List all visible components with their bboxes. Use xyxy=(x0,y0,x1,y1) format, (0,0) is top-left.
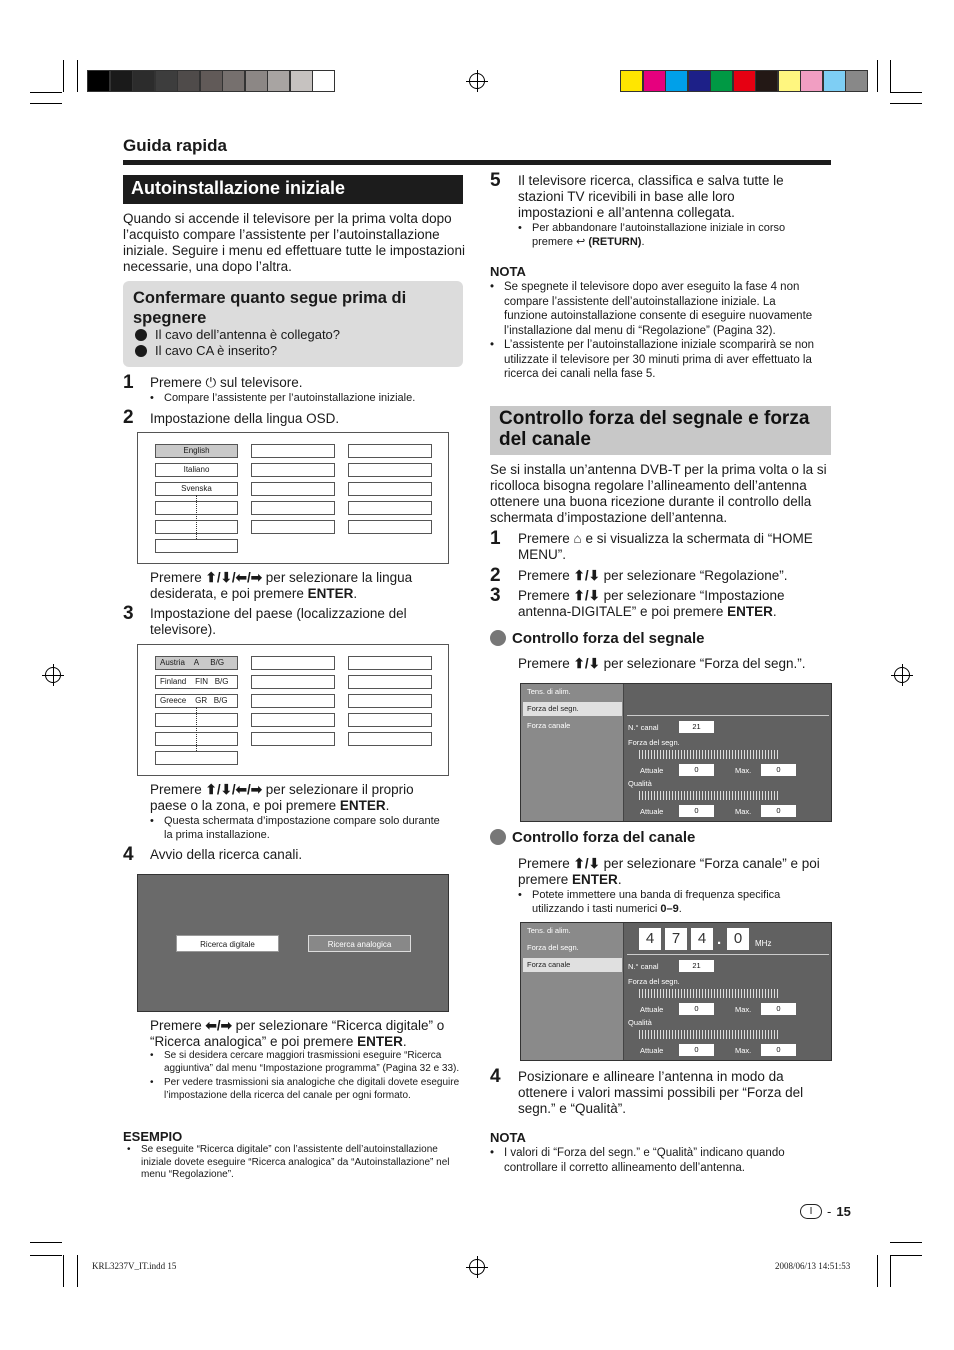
max-value: 0 xyxy=(761,805,796,817)
current-label: Attuale xyxy=(640,807,664,816)
section-header: Guida rapida xyxy=(123,136,227,155)
signal-bar xyxy=(639,989,779,998)
freq-unit: MHz xyxy=(755,938,772,948)
search-instruction: Premere ⬅/➡ per selezionare “Ricerca digitale” o “Ricerca analogica” e poi premere ENTER. xyxy=(150,1018,445,1049)
subsection-channel: Controllo forza del canale xyxy=(490,829,695,846)
signal-label: Forza del segn. xyxy=(628,738,680,747)
step-5-note: • Per abbandonare l’autoinstallazione iniziale in corso premere ↩ (RETURN). xyxy=(518,222,786,248)
intro-paragraph: Quando si accende il televisore per la prima volta dopo l’acquisto compare l’assistente per l’autoinstallazione iniziale. Seguire i menu ed effettuare tutte le impostazioni necessarie, una dopo l’altra. xyxy=(123,211,465,274)
language-option[interactable] xyxy=(251,463,335,477)
frequency-input[interactable] xyxy=(639,927,771,951)
digital-search-button[interactable]: Ricerca digitale xyxy=(176,935,279,952)
country-option[interactable] xyxy=(251,732,335,746)
freq-digit[interactable]: 4 xyxy=(691,928,713,950)
circle-bullet-icon xyxy=(490,829,506,845)
current-value: 0 xyxy=(679,805,714,817)
crop-mark xyxy=(890,1242,922,1243)
step-number: 3 xyxy=(490,585,501,606)
country-option[interactable] xyxy=(251,694,335,708)
return-icon: ↩ xyxy=(576,236,586,248)
crop-mark xyxy=(890,1255,891,1287)
nota-list xyxy=(490,280,820,382)
crop-mark xyxy=(63,1255,64,1287)
subsection-channel-instruction: Premere ⬆/⬇ per selezionare “Forza canale” e poi premere ENTER. xyxy=(518,856,820,887)
grey-swatch xyxy=(245,70,268,92)
power-icon: ⏻ xyxy=(205,375,217,390)
current-label: Attuale xyxy=(640,1005,664,1014)
language-option[interactable]: Svenska xyxy=(155,482,238,496)
language-screen xyxy=(137,432,449,564)
analog-search-button[interactable]: Ricerca analogica xyxy=(308,935,411,952)
section-title-autoinstall: Autoinstallazione iniziale xyxy=(123,175,463,204)
language-option[interactable] xyxy=(348,482,432,496)
step-3-text: Impostazione del paese (localizzazione del televisore). xyxy=(150,606,407,637)
example-title: ESEMPIO xyxy=(123,1129,183,1144)
arrow-keys-icon: ⬆/⬇/⬅/➡ xyxy=(205,570,263,585)
color-swatch xyxy=(733,70,756,92)
note-item: • L’assistente per l’autoinstallazione iniziale scomparirà se non utilizzate il televisore per 30 minuti prima di aver effettuato la ricerca dei canali nella fase 5. xyxy=(490,339,815,380)
country-option[interactable] xyxy=(251,656,335,670)
language-option[interactable] xyxy=(348,444,432,458)
tv-menu-item[interactable]: Tens. di alim. xyxy=(527,926,571,935)
freq-digit[interactable]: 0 xyxy=(727,928,749,950)
step-1-text: Premere ⏻ sul televisore. xyxy=(150,375,303,390)
language-option[interactable] xyxy=(348,501,432,515)
signal-label: Forza del segn. xyxy=(628,977,680,986)
quality-bar xyxy=(639,1030,779,1039)
grey-swatch xyxy=(132,70,155,92)
home-icon: ⌂ xyxy=(573,531,582,546)
nota-title: NOTA xyxy=(490,264,526,279)
signal-step-2: Premere ⬆/⬇ per selezionare “Regolazione”. xyxy=(518,568,788,583)
arrow-keys-icon: ⬆/⬇ xyxy=(573,856,600,871)
language-badge: I xyxy=(800,1204,822,1219)
confirm-item: Il cavo dell’antenna è collegato? xyxy=(135,327,340,343)
list-dots xyxy=(196,707,197,751)
nota-title: NOTA xyxy=(490,1130,526,1145)
language-option[interactable]: Italiano xyxy=(155,463,238,477)
signal-intro: Se si installa un’antenna DVB-T per la prima volta o la si ricolloca bisogna regolare l’allineamento dell’antenna ottenere una buona ricezione durante il controllo della schermata d’impostazione dell’antenna. xyxy=(490,462,827,525)
current-value: 0 xyxy=(679,764,714,776)
nota-list xyxy=(490,1146,820,1175)
max-value: 0 xyxy=(761,1003,796,1015)
tv-menu-item[interactable]: Forza canale xyxy=(523,958,622,972)
note-item: • Se spegnete il televisore dopo aver eseguito la fase 4 non compare l’assistente dell’autoinstallazione iniziale. La funzione autoinstallazione consente di eseguire nuovamente l’installazione dal menu di “Regolazione” (Pagina 32). xyxy=(490,281,813,337)
country-option[interactable]: Finland FIN B/G xyxy=(155,675,238,689)
language-option[interactable] xyxy=(251,501,335,515)
page-number: I - 15 xyxy=(800,1204,851,1219)
channel-strength-screen xyxy=(520,922,832,1061)
channel-label: N.° canal xyxy=(628,723,659,732)
max-label: Max. xyxy=(735,766,752,775)
channel-note: • Potete immettere una banda di frequenza specifica utilizzando i tasti numerici 0–9. xyxy=(518,889,781,915)
country-option[interactable] xyxy=(348,732,432,746)
current-label: Attuale xyxy=(640,1046,664,1055)
step-5-text: Il televisore ricerca, classifica e salva tutte le stazioni TV ricevibili in base alle loro impostazioni e all’antenna collegata. xyxy=(518,173,784,220)
language-option[interactable] xyxy=(155,539,238,553)
color-swatch xyxy=(800,70,823,92)
country-option[interactable]: Greece GR B/G xyxy=(155,694,238,708)
max-value: 0 xyxy=(761,1044,796,1056)
step-4-text: Avvio della ricerca canali. xyxy=(150,847,303,862)
registration-mark-icon xyxy=(894,667,910,683)
freq-digit[interactable]: 4 xyxy=(639,928,661,950)
country-option[interactable] xyxy=(348,656,432,670)
step-number: 2 xyxy=(490,565,501,586)
signal-step-4: Posizionare e allineare l’antenna in modo da ottenere i valori massimi possibili per “Forza del segn.” e “Qualità”. xyxy=(518,1069,804,1116)
list-dots xyxy=(196,495,197,539)
subsection-signal-instruction: Premere ⬆/⬇ per selezionare “Forza del segn.”. xyxy=(518,656,806,671)
crop-mark xyxy=(890,103,922,104)
freq-digit[interactable]: 7 xyxy=(665,928,687,950)
example-text: • Se eseguite “Ricerca digitale” con l’assistente dell’autoinstallazione iniziale dovete eseguire “Ricerca analogica” da “Autoinstallazione” nel menu “Regolazione”. xyxy=(127,1144,450,1180)
channel-value[interactable]: 21 xyxy=(679,960,714,972)
registration-mark-icon xyxy=(45,667,61,683)
quality-bar xyxy=(639,791,779,800)
note-item: • Se si desidera cercare maggiori trasmissioni eseguire “Ricerca aggiuntiva” dal menu “Impostazione programma” (Pagina 32 e 33). xyxy=(150,1050,460,1074)
color-swatch xyxy=(643,70,666,92)
step-number: 3 xyxy=(123,603,134,624)
grey-swatch xyxy=(290,70,313,92)
tv-menu-item[interactable]: Forza del segn. xyxy=(527,943,579,952)
crop-mark xyxy=(890,1255,922,1256)
step-number: 2 xyxy=(123,407,134,428)
grey-swatch xyxy=(87,70,110,92)
signal-step-3: Premere ⬆/⬇ per selezionare “Impostazione antenna-DIGITALE” e poi premere ENTER. xyxy=(518,588,785,619)
crop-mark xyxy=(30,1242,62,1243)
country-option[interactable]: Austria A B/G xyxy=(155,656,238,670)
country-option[interactable] xyxy=(251,713,335,727)
country-instruction: Premere ⬆/⬇/⬅/➡ per selezionare il proprio paese o la zona, e poi premere ENTER. xyxy=(150,782,414,813)
crop-mark xyxy=(77,60,78,92)
max-label: Max. xyxy=(735,807,752,816)
crop-mark xyxy=(890,92,922,93)
color-swatch xyxy=(823,70,846,92)
grey-swatch xyxy=(312,70,335,92)
grey-swatch xyxy=(155,70,178,92)
arrow-keys-icon: ⬅/➡ xyxy=(205,1018,232,1033)
crop-mark xyxy=(30,1255,62,1256)
arrow-keys-icon: ⬆/⬇ xyxy=(573,588,600,603)
crop-mark xyxy=(63,60,64,92)
step-number: 1 xyxy=(123,372,134,393)
freq-dot: . xyxy=(717,930,722,948)
current-value: 0 xyxy=(679,1044,714,1056)
color-swatch xyxy=(665,70,688,92)
section-title-signal: Controllo forza del segnale e forza del canale xyxy=(490,406,831,455)
country-option[interactable] xyxy=(348,694,432,708)
arrow-keys-icon: ⬆/⬇ xyxy=(573,568,600,583)
header-rule xyxy=(123,160,831,165)
grey-swatch xyxy=(222,70,245,92)
panel-divider xyxy=(627,715,829,716)
grey-swatch xyxy=(177,70,200,92)
grey-swatch xyxy=(110,70,133,92)
arrow-keys-icon: ⬆/⬇/⬅/➡ xyxy=(205,782,263,797)
crop-mark xyxy=(877,60,878,92)
step-number: 4 xyxy=(490,1066,501,1087)
signal-bar xyxy=(639,750,779,759)
crop-mark xyxy=(877,1255,878,1287)
current-label: Attuale xyxy=(640,766,664,775)
step-number: 1 xyxy=(490,528,501,549)
tv-menu xyxy=(521,923,624,1060)
channel-search-screen xyxy=(137,874,449,1012)
registration-mark-icon xyxy=(469,73,485,89)
crop-mark xyxy=(30,103,62,104)
grey-swatch xyxy=(200,70,223,92)
note-item: • Per vedere trasmissioni sia analogiche che digitali dovete eseguire l’impostazione della ricerca del canale per ogni formato. xyxy=(150,1077,460,1101)
color-swatch xyxy=(710,70,733,92)
country-note: • Questa schermata d’impostazione compare solo durante la prima installazione. xyxy=(150,815,440,841)
language-instruction: Premere ⬆/⬇/⬅/➡ per selezionare la lingua desiderata, e poi premere ENTER. xyxy=(150,570,413,601)
channel-value[interactable]: 21 xyxy=(679,721,714,733)
language-option[interactable] xyxy=(348,520,432,534)
grey-swatch xyxy=(267,70,290,92)
current-value: 0 xyxy=(679,1003,714,1015)
confirm-box-title: Confermare quanto segue prima di spegnere xyxy=(133,289,407,327)
country-option[interactable] xyxy=(348,713,432,727)
color-swatch xyxy=(688,70,711,92)
max-label: Max. xyxy=(735,1005,752,1014)
confirm-item: Il cavo CA è inserito? xyxy=(135,343,340,359)
language-option[interactable] xyxy=(348,463,432,477)
crop-mark xyxy=(77,1255,78,1287)
language-option[interactable]: English xyxy=(155,444,238,458)
tv-menu-item[interactable]: Tens. di alim. xyxy=(527,687,571,696)
arrow-keys-icon: ⬆/⬇ xyxy=(573,656,600,671)
search-notes xyxy=(150,1050,465,1102)
quality-label: Qualità xyxy=(628,1018,652,1027)
color-swatch xyxy=(778,70,801,92)
country-option[interactable] xyxy=(251,675,335,689)
tv-menu-item[interactable]: Forza del segn. xyxy=(523,702,622,716)
color-swatch xyxy=(755,70,778,92)
subsection-signal: Controllo forza del segnale xyxy=(490,630,705,647)
signal-strength-screen xyxy=(520,683,832,822)
max-label: Max. xyxy=(735,1046,752,1055)
step-1-note: • Compare l’assistente per l’autoinstallazione iniziale. xyxy=(150,392,416,404)
step-number: 5 xyxy=(490,170,501,191)
language-option[interactable] xyxy=(251,444,335,458)
signal-step-1: Premere ⌂ e si visualizza la schermata di “HOME MENU”. xyxy=(518,531,813,562)
step-2-text: Impostazione della lingua OSD. xyxy=(150,411,340,426)
crop-mark xyxy=(30,92,62,93)
confirm-box xyxy=(123,281,463,367)
country-option[interactable] xyxy=(348,675,432,689)
quality-label: Qualità xyxy=(628,779,652,788)
color-swatch xyxy=(620,70,643,92)
country-screen xyxy=(137,644,449,776)
tv-menu xyxy=(521,684,624,821)
footer-date: 2008/06/13 14:51:53 xyxy=(775,1261,851,1271)
step-number: 4 xyxy=(123,844,134,865)
language-option[interactable] xyxy=(251,482,335,496)
language-option[interactable] xyxy=(251,520,335,534)
panel-divider xyxy=(627,954,829,955)
footer-file: KRL3237V_IT.indd 15 xyxy=(92,1261,177,1271)
country-option[interactable] xyxy=(155,751,238,765)
registration-mark-icon xyxy=(469,1259,485,1275)
tv-menu-item[interactable]: Forza canale xyxy=(527,721,571,730)
circle-bullet-icon xyxy=(490,630,506,646)
color-swatch xyxy=(845,70,868,92)
crop-mark xyxy=(890,60,891,92)
note-item: • I valori di “Forza del segn.” e “Qualità” indicano quando controllare il corretto allineamento dell’antenna. xyxy=(490,1147,785,1174)
channel-label: N.° canal xyxy=(628,962,659,971)
max-value: 0 xyxy=(761,764,796,776)
